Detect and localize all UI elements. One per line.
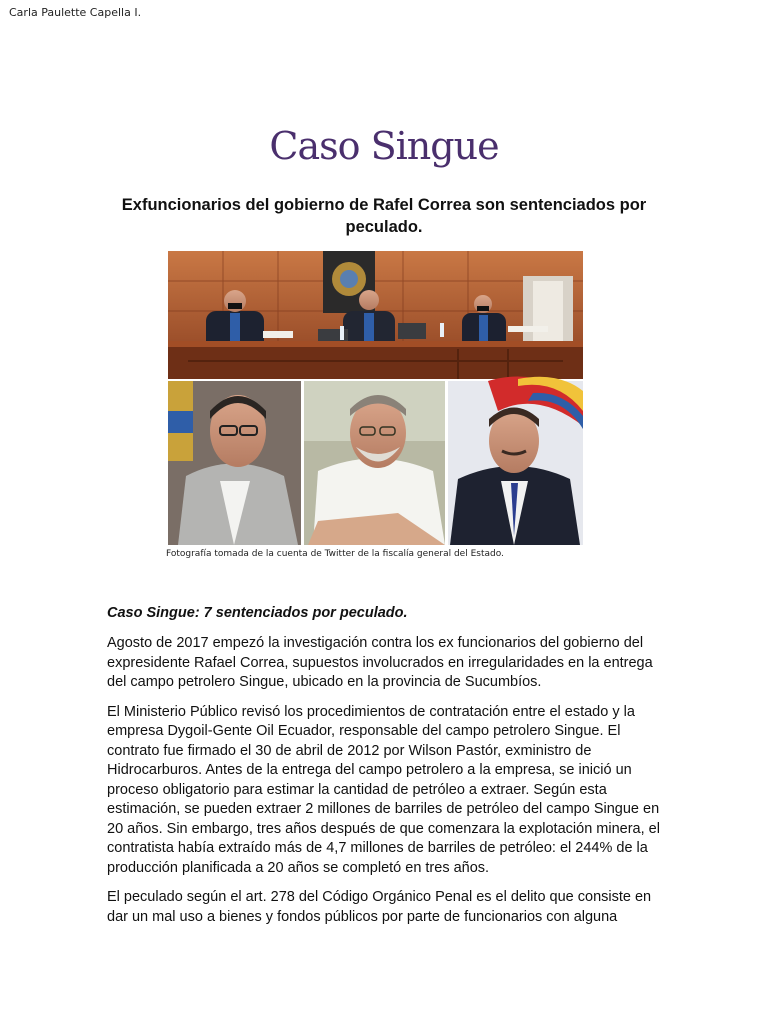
paragraph: Agosto de 2017 empezó la investigación contra los ex funcionarios del gobierno del expresidente Rafael Correa, supuestos involucrados en irregularidades en la entrega del campo petrolero Singue, ubicado en la provincia de Sucumbíos. [107, 635, 653, 690]
paragraph: El peculado según el art. 278 del Código Orgánico Penal es el delito que consiste en dar un mal uso a bienes y fondos públicos por parte de funcionarios con alguna [107, 889, 652, 925]
courtroom-photo [168, 251, 583, 379]
photo-caption: Fotografía tomada de la cuenta de Twitter de la fiscalía general del Estado. [166, 549, 504, 559]
page-subtitle: Exfuncionarios del gobierno de Rafel Correa son sentenciados por peculado. [121, 196, 647, 236]
paragraph: El Ministerio Público revisó los procedimientos de contratación entre el estado y la empresa Dygoil-Gente Oil Ecuador, responsable del campo petrolero Singue. El contrato fue firmado el 30 de abril de 2012 por Wilson Pastór, exministro de Hidrocarburos. Antes de la entrega del campo petrolero a la empresa, se inició un proceso obligatorio para estimar la cantidad de petróleo a extraer. Según esta estimación, se pueden extraer 2 millones de barriles de petróleo del campo Singue en 20 años. Sin embargo, tres años después de que comenzara la explotación minera, el contratista había extraído más de 4,7 millones de barriles de petróleo: el 244% de la producción planificada a 20 años se completó en tres años. [107, 703, 660, 876]
section-heading: Caso Singue: 7 sentenciados por peculado. [107, 605, 408, 621]
page-title: Caso Singue [269, 124, 499, 168]
author-name: Carla Paulette Capella I. [9, 6, 142, 19]
portrait-center-photo [304, 381, 445, 545]
news-photo-collage [168, 251, 583, 545]
portrait-right-photo [448, 377, 583, 546]
portrait-left-photo [168, 381, 301, 545]
article-body [107, 634, 667, 937]
